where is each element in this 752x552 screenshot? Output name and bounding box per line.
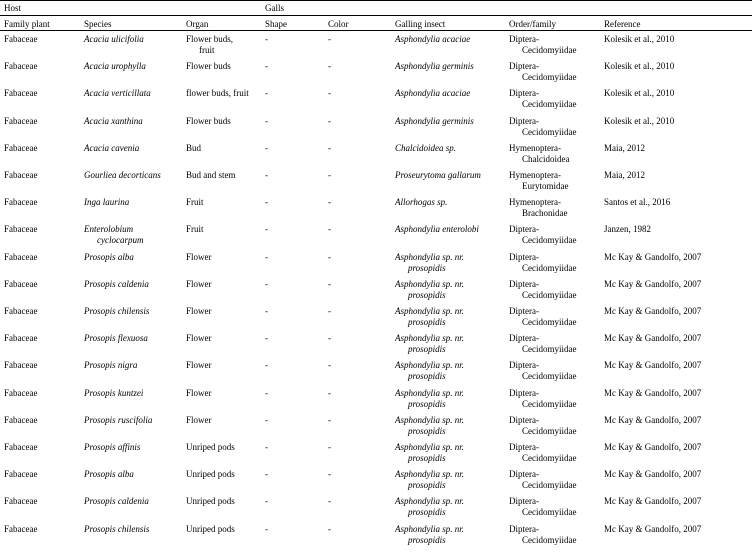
cell-order-family (509, 116, 603, 138)
col-reference: Reference (604, 19, 641, 29)
cell-family-plant: Fabaceae (4, 469, 38, 480)
cell-shape: - (265, 34, 268, 44)
cell-organ-line: Flower (186, 414, 212, 425)
cell-order-family (509, 143, 603, 165)
cell-order-family-line: Cecidomyiidae (522, 235, 577, 246)
cell-galling-insect-line: Asphondylia enterolobi (395, 224, 479, 235)
cell-galling-insect-line: Asphondylia sp. nr. (395, 442, 465, 452)
cell-organ-line: Flower (186, 306, 212, 316)
cell-reference: Mc Kay & Gandolfo, 2007 (604, 523, 702, 534)
cell-galling-insect (395, 224, 505, 235)
cell-order-family (509, 360, 603, 382)
cell-galling-insect (395, 116, 505, 127)
cell-order-family-line: Cecidomyiidae (522, 480, 577, 491)
table-row (0, 114, 752, 141)
cell-species-line: Prosopis kuntzei (84, 387, 144, 398)
cell-galling-insect-line: Asphondylia sp. nr. (395, 496, 465, 507)
cell-organ (186, 143, 264, 154)
cell-reference: Kolesik et al., 2010 (604, 34, 675, 44)
cell-order-family-line: Cecidomyiidae (522, 344, 577, 355)
cell-organ (186, 388, 264, 399)
cell-order-family-line: Diptera- (509, 61, 539, 72)
cell-species (84, 170, 184, 181)
cell-galling-insect-line: prosopidis (408, 534, 446, 545)
group-header-host: Host (4, 3, 22, 13)
cell-order-family (509, 388, 603, 410)
cell-organ-line: Flower buds (186, 115, 231, 126)
cell-reference: Mc Kay & Gandolfo, 2007 (604, 333, 702, 344)
cell-family-plant: Fabaceae (4, 170, 38, 180)
cell-species (84, 469, 184, 480)
header-bottom-rule (0, 30, 752, 31)
cell-organ (186, 333, 264, 344)
cell-shape: - (265, 88, 268, 99)
cell-reference: Mc Kay & Gandolfo, 2007 (604, 442, 702, 452)
cell-species (84, 224, 184, 246)
cell-color: - (328, 170, 331, 180)
cell-galling-insect-line: Asphondylia sp. nr. (395, 251, 465, 262)
cell-order-family (509, 224, 603, 246)
cell-reference: Mc Kay & Gandolfo, 2007 (604, 306, 702, 316)
cell-galling-insect-line: Asphondylia acaciae (395, 34, 471, 44)
cell-shape: - (265, 61, 268, 72)
cell-galling-insect (395, 197, 505, 208)
cell-species-line: Prosopis flexuosa (84, 333, 148, 344)
cell-order-family-line: Brachonidae (522, 208, 568, 219)
cell-galling-insect-line: Asphondylia sp. nr. (395, 523, 465, 534)
cell-color: - (328, 61, 331, 72)
cell-galling-insect-line: prosopidis (408, 371, 446, 382)
cell-species (84, 197, 184, 208)
cell-shape: - (265, 442, 268, 452)
cell-reference: Mc Kay & Gandolfo, 2007 (604, 360, 702, 371)
cell-order-family-line: Cecidomyiidae (522, 72, 577, 83)
cell-family-plant: Fabaceae (4, 442, 38, 452)
cell-species-line: Prosopis caldenia (84, 496, 149, 507)
cell-reference: Maia, 2012 (604, 142, 645, 153)
cell-galling-insect (395, 415, 505, 437)
cell-galling-insect-line: Asphondylia germinis (395, 115, 474, 126)
cell-species (84, 524, 184, 535)
cell-order-family-line: Cecidomyiidae (522, 507, 577, 518)
cell-species (84, 88, 184, 99)
cell-galling-insect-line: prosopidis (408, 317, 446, 327)
cell-color: - (328, 197, 331, 208)
cell-galling-insect (395, 496, 505, 518)
cell-organ-line: Flower buds (186, 61, 231, 72)
cell-order-family-line: Diptera- (509, 387, 539, 398)
cell-galling-insect-line: prosopidis (408, 262, 446, 273)
cell-galling-insect-line: Proseurytoma gallarum (395, 170, 481, 180)
cell-shape: - (265, 469, 268, 480)
cell-order-family-line: Diptera- (509, 469, 539, 480)
cell-species-line: Prosopis caldenia (84, 278, 149, 289)
cell-reference: Maia, 2012 (604, 170, 645, 180)
cell-organ (186, 88, 264, 99)
cell-species (84, 61, 184, 72)
cell-shape: - (265, 142, 268, 153)
cell-organ (186, 524, 264, 535)
cell-species (84, 442, 184, 453)
cell-order-family (509, 496, 603, 518)
table-row (0, 32, 752, 59)
cell-color: - (328, 523, 331, 534)
cell-order-family-line: Diptera- (509, 306, 539, 316)
cell-color: - (328, 333, 331, 344)
cell-galling-insect-line: Asphondylia sp. nr. (395, 469, 465, 480)
cell-organ-line: flower buds, fruit (186, 88, 249, 99)
cell-galling-insect-line: Asphondylia sp. nr. (395, 387, 465, 398)
cell-species-line: Prosopis nigra (84, 360, 138, 371)
cell-organ (186, 197, 264, 208)
table-row (0, 331, 752, 358)
cell-species-line: Acacia ulicifolia (84, 34, 144, 44)
cell-order-family-line: Diptera- (509, 278, 539, 289)
cell-galling-insect-line: Allorhogas sp. (395, 197, 448, 208)
table-row (0, 59, 752, 86)
cell-family-plant: Fabaceae (4, 88, 38, 99)
cell-order-family-line: Cecidomyiidae (522, 99, 577, 110)
cell-reference: Mc Kay & Gandolfo, 2007 (604, 278, 702, 289)
cell-species-line: Prosopis ruscifolia (84, 414, 153, 425)
cell-galling-insect (395, 61, 505, 72)
cell-organ (186, 279, 264, 290)
cell-reference: Mc Kay & Gandolfo, 2007 (604, 387, 702, 398)
cell-organ (186, 415, 264, 426)
cell-shape: - (265, 360, 268, 371)
cell-order-family-line: Cecidomyiidae (522, 317, 577, 327)
cell-shape: - (265, 333, 268, 344)
cell-reference: Janzen, 1982 (604, 224, 651, 235)
cell-shape: - (265, 414, 268, 425)
cell-species (84, 143, 184, 154)
cell-species (84, 116, 184, 127)
cell-order-family-line: Cecidomyiidae (522, 425, 577, 436)
cell-order-family (509, 88, 603, 110)
cell-family-plant: Fabaceae (4, 414, 38, 425)
cell-galling-insect (395, 306, 505, 328)
cell-color: - (328, 115, 331, 126)
cell-organ (186, 224, 264, 235)
table-row (0, 195, 752, 222)
table-row (0, 467, 752, 494)
cell-species (84, 279, 184, 290)
cell-family-plant: Fabaceae (4, 142, 38, 153)
cell-family-plant: Fabaceae (4, 34, 38, 44)
col-color: Color (328, 19, 349, 29)
cell-organ (186, 469, 264, 480)
cell-order-family-line: Diptera- (509, 523, 539, 534)
cell-galling-insect (395, 524, 505, 546)
cell-organ-line: Flower (186, 333, 212, 344)
cell-order-family (509, 61, 603, 83)
cell-color: - (328, 224, 331, 235)
col-species: Species (84, 19, 112, 29)
cell-shape: - (265, 170, 268, 180)
cell-galling-insect (395, 252, 505, 274)
cell-family-plant: Fabaceae (4, 333, 38, 344)
cell-galling-insect-line: Asphondylia germinis (395, 61, 474, 72)
table-row (0, 250, 752, 277)
cell-order-family-line: Eurytomidae (522, 181, 569, 191)
cell-color: - (328, 34, 331, 44)
cell-galling-insect (395, 442, 505, 464)
table-row (0, 304, 752, 331)
cell-organ-line: Flower buds, (186, 34, 233, 44)
cell-galling-insect-line: Asphondylia sp. nr. (395, 333, 465, 344)
cell-galling-insect-line: prosopidis (408, 507, 446, 518)
cell-organ-line: Bud and stem (186, 170, 236, 180)
cell-organ-line: Bud (186, 142, 202, 153)
cell-galling-insect (395, 469, 505, 491)
cell-galling-insect (395, 143, 505, 154)
cell-organ-line: Fruit (186, 197, 204, 208)
cell-order-family-line: Cecidomyiidae (522, 262, 577, 273)
cell-organ (186, 116, 264, 127)
table-row (0, 168, 752, 195)
cell-galling-insect (395, 388, 505, 410)
cell-order-family-line: Diptera- (509, 496, 539, 507)
cell-family-plant: Fabaceae (4, 278, 38, 289)
cell-galling-insect (395, 360, 505, 382)
cell-reference: Mc Kay & Gandolfo, 2007 (604, 251, 702, 262)
cell-order-family (509, 415, 603, 437)
cell-family-plant: Fabaceae (4, 387, 38, 398)
cell-species-line: Acacia xanthina (84, 115, 143, 126)
cell-order-family (509, 306, 603, 328)
col-galling-insect: Galling insect (395, 19, 446, 29)
cell-color: - (328, 142, 331, 153)
cell-species (84, 360, 184, 371)
cell-color: - (328, 251, 331, 262)
cell-species (84, 496, 184, 507)
cell-order-family (509, 469, 603, 491)
cell-shape: - (265, 197, 268, 208)
cell-order-family-line: Cecidomyiidae (522, 371, 577, 382)
cell-order-family (509, 279, 603, 301)
cell-color: - (328, 442, 331, 452)
cell-galling-insect-line: prosopidis (408, 453, 446, 463)
cell-organ-line: Flower (186, 251, 212, 262)
cell-galling-insect (395, 34, 505, 45)
cell-organ-line: Unriped pods (186, 442, 235, 452)
table-row (0, 86, 752, 113)
cell-color: - (328, 387, 331, 398)
cell-galling-insect-line: Asphondylia sp. nr. (395, 278, 465, 289)
host-underline (0, 15, 752, 16)
cell-reference: Kolesik et al., 2010 (604, 88, 675, 99)
cell-galling-insect-line: Asphondylia sp. nr. (395, 360, 465, 371)
cell-species-line: Enterolobium (84, 224, 134, 235)
cell-species (84, 252, 184, 263)
table-row (0, 440, 752, 467)
cell-order-family-line: Diptera- (509, 442, 539, 452)
cell-order-family (509, 34, 603, 56)
cell-organ (186, 252, 264, 263)
cell-species (84, 388, 184, 399)
cell-galling-insect-line: Asphondylia sp. nr. (395, 414, 465, 425)
cell-organ-line: fruit (199, 45, 215, 55)
cell-organ-line: Unriped pods (186, 523, 235, 534)
cell-galling-insect-line: Chalcidoidea sp. (395, 142, 456, 153)
cell-species-line: Acacia urophylla (84, 61, 146, 72)
cell-species-line: Prosopis affinis (84, 442, 141, 452)
cell-order-family-line: Cecidomyiidae (522, 453, 577, 463)
cell-species (84, 333, 184, 344)
cell-galling-insect (395, 88, 505, 99)
cell-order-family-line: Diptera- (509, 360, 539, 371)
cell-galling-insect-line: prosopidis (408, 344, 446, 355)
cell-species-line: Acacia verticillata (84, 88, 151, 99)
cell-order-family (509, 197, 603, 219)
cell-order-family-line: Diptera- (509, 251, 539, 262)
cell-organ-line: Unriped pods (186, 469, 235, 480)
cell-species-line: Acacia cavenia (84, 142, 140, 153)
cell-organ-line: Flower (186, 387, 212, 398)
cell-family-plant: Fabaceae (4, 197, 38, 208)
cell-color: - (328, 469, 331, 480)
cell-species-line: Prosopis alba (84, 469, 134, 480)
cell-galling-insect-line: prosopidis (408, 289, 446, 300)
cell-species-line: Gourliea decorticans (84, 170, 161, 180)
cell-species-line: Prosopis alba (84, 251, 134, 262)
cell-organ (186, 34, 264, 56)
cell-color: - (328, 306, 331, 316)
col-organ: Organ (186, 19, 209, 29)
cell-order-family-line: Diptera- (509, 224, 539, 235)
cell-family-plant: Fabaceae (4, 61, 38, 72)
cell-organ-line: Fruit (186, 224, 204, 235)
table-row (0, 358, 752, 385)
cell-order-family (509, 524, 603, 546)
cell-galling-insect-line: prosopidis (408, 398, 446, 409)
cell-order-family (509, 170, 603, 192)
cell-family-plant: Fabaceae (4, 224, 38, 235)
table-row (0, 277, 752, 304)
cell-galling-insect-line: Asphondylia acaciae (395, 88, 471, 99)
table-row (0, 141, 752, 168)
cell-order-family (509, 333, 603, 355)
cell-organ (186, 442, 264, 453)
cell-galling-insect (395, 279, 505, 301)
cell-organ-line: Unriped pods (186, 496, 235, 507)
cell-species-line: cyclocarpum (97, 235, 144, 246)
cell-family-plant: Fabaceae (4, 360, 38, 371)
cell-order-family-line: Diptera- (509, 115, 539, 126)
cell-galling-insect (395, 170, 505, 181)
cell-order-family-line: Diptera- (509, 333, 539, 344)
cell-family-plant: Fabaceae (4, 523, 38, 534)
cell-species (84, 34, 184, 45)
group-header-galls: Galls (265, 3, 284, 13)
cell-shape: - (265, 523, 268, 534)
cell-family-plant: Fabaceae (4, 251, 38, 262)
cell-organ-line: Flower (186, 360, 212, 371)
col-order-family: Order/family (509, 19, 556, 29)
cell-reference: Mc Kay & Gandolfo, 2007 (604, 496, 702, 507)
table-column-header (0, 17, 752, 31)
cell-shape: - (265, 278, 268, 289)
cell-reference: Mc Kay & Gandolfo, 2007 (604, 469, 702, 480)
cell-organ (186, 61, 264, 72)
cell-order-family-line: Diptera- (509, 414, 539, 425)
cell-shape: - (265, 251, 268, 262)
cell-order-family-line: Diptera- (509, 34, 539, 44)
table-row (0, 222, 752, 249)
cell-order-family-line: Hymenoptera- (509, 170, 561, 180)
cell-family-plant: Fabaceae (4, 306, 38, 316)
cell-order-family-line: Hymenoptera- (509, 197, 561, 208)
cell-order-family (509, 442, 603, 464)
cell-species-line: Prosopis chilensis (84, 306, 150, 316)
cell-family-plant: Fabaceae (4, 496, 38, 507)
cell-reference: Kolesik et al., 2010 (604, 115, 675, 126)
cell-family-plant: Fabaceae (4, 115, 38, 126)
cell-species-line: Inga laurina (84, 197, 130, 208)
cell-reference: Kolesik et al., 2010 (604, 61, 675, 72)
cell-organ (186, 360, 264, 371)
cell-shape: - (265, 496, 268, 507)
cell-species (84, 306, 184, 317)
cell-color: - (328, 496, 331, 507)
cell-order-family-line: Cecidomyiidae (522, 45, 577, 55)
table-row (0, 522, 752, 549)
cell-reference: Mc Kay & Gandolfo, 2007 (604, 414, 702, 425)
table-row (0, 386, 752, 413)
cell-color: - (328, 88, 331, 99)
cell-organ (186, 170, 264, 181)
cell-galling-insect (395, 333, 505, 355)
table-row (0, 413, 752, 440)
cell-shape: - (265, 224, 268, 235)
cell-reference: Santos et al., 2016 (604, 197, 671, 208)
cell-galling-insect-line: prosopidis (408, 425, 446, 436)
cell-organ (186, 306, 264, 317)
cell-galling-insect-line: prosopidis (408, 480, 446, 491)
cell-order-family-line: Cecidomyiidae (522, 398, 577, 409)
col-shape: Shape (265, 19, 287, 29)
cell-order-family-line: Diptera- (509, 88, 539, 99)
cell-organ-line: Flower (186, 278, 212, 289)
cell-species-line: Prosopis chilensis (84, 523, 150, 534)
cell-order-family-line: Chalcidoidea (522, 153, 570, 164)
cell-shape: - (265, 115, 268, 126)
cell-galling-insect-line: Asphondylia sp. nr. (395, 306, 465, 316)
cell-shape: - (265, 306, 268, 316)
cell-organ (186, 496, 264, 507)
cell-order-family-line: Cecidomyiidae (522, 126, 577, 137)
cell-order-family-line: Cecidomyiidae (522, 289, 577, 300)
cell-species (84, 415, 184, 426)
table-row (0, 494, 752, 521)
cell-color: - (328, 360, 331, 371)
cell-order-family-line: Cecidomyiidae (522, 534, 577, 545)
cell-order-family-line: Hymenoptera- (509, 142, 561, 153)
col-family-plant: Family plant (4, 19, 50, 29)
cell-color: - (328, 278, 331, 289)
cell-order-family (509, 252, 603, 274)
cell-shape: - (265, 387, 268, 398)
cell-color: - (328, 414, 331, 425)
